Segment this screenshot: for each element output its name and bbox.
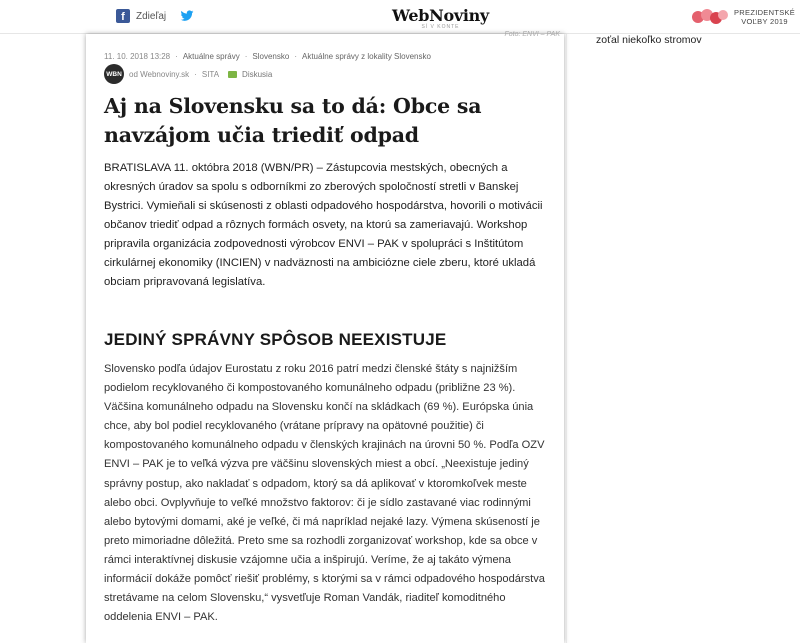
article-title: Aj na Slovensku sa to dá: Obce sa navzájom učia triediť odpad (104, 94, 482, 147)
article-card (86, 31, 564, 643)
top-bar (0, 0, 800, 34)
logo-text: WebNoviny (392, 6, 489, 25)
facebook-icon[interactable]: f (116, 9, 130, 23)
sidebar-teaser[interactable]: zoťal niekoľko stromov (596, 34, 702, 46)
elections-line2: VOĽBY 2019 (741, 17, 788, 26)
category-link[interactable]: Slovensko (252, 52, 290, 61)
discussion-icon[interactable] (228, 71, 237, 78)
elections-badge-icon (690, 8, 730, 26)
share-label[interactable]: Zdieľaj (136, 10, 167, 22)
elections-banner[interactable] (690, 8, 795, 26)
elections-line1: PREZIDENTSKÉ (734, 8, 796, 17)
avatar[interactable]: WBN (104, 64, 124, 84)
discussion-link[interactable]: Diskusia (242, 69, 273, 79)
section-heading: JEDINÝ SPRÁVNY SPÔSOB NEEXISTUJE (104, 330, 447, 349)
article-datetime: 11. 10. 2018 13:28 (104, 52, 171, 61)
sidebar-divider (566, 34, 567, 643)
article-lead: BRATISLAVA 11. októbra 2018 (WBN/PR) – Zástupcovia mestských, obecných a okresných úradov sa spolu s odborníkmi zo zberových spoločností stretli v Banskej Bystrici. Vymieňali si skúsenosti z oblasti odpadového hospodárstva, hovorili o motivácii občanov triediť odpad a rôznych formách osvety, na ktorú sa zameriavajú. Workshop pripravila organizácia zodpovednosti výrobcov ENVI – PAK v spolupráci s Inštitútom cirkulárnej ekonomiky (INCIEN) v nadväznosti na ambiciózne ciele zberu, ktoré ukladá obciam pripravovaná legislatíva. (104, 162, 543, 288)
logo-subtext: SÍ V KONTE (421, 24, 460, 30)
author-row: WBN od Webnoviny.sk · SITA Diskusia (104, 64, 272, 84)
photo-credit: Foto: ENVI – PAK (504, 31, 560, 38)
author-name[interactable]: od Webnoviny.sk (129, 69, 190, 79)
twitter-icon[interactable] (180, 9, 194, 23)
share-bar (116, 9, 194, 23)
article-meta: 11. 10. 2018 13:28 · Aktuálne správy · Slovensko · Aktuálne správy z lokality Slovensko (104, 52, 431, 61)
source-name: SITA (201, 69, 220, 79)
category-link[interactable]: Aktuálne správy (182, 52, 240, 61)
article-body: Slovensko podľa údajov Eurostatu z roku 2016 patrí medzi členské štáty s najnižším podielom recyklovaného či kompostovaného komunálneho odpadu (približne 23 %). Väčšina komunálneho odpadu na Slovensku končí na skládkach (69 %). Európska únia chce, aby bol podiel recyklovaného (vrátane prípravy na opätovné použitie) či kompostovaného komunálneho odpadu v členských krajinách na úrovni 50 %. Podľa OZV ENVI – PAK je to veľká výzva pre väčšinu slovenských miest a obcí. „Neexistuje jediný správny postup, ako nakladať s odpadom, ktorý sa dá aplikovať v ktoromkoľvek meste alebo obci. Ovplyvňuje to veľké množstvo faktorov: či je sídlo zastavané viac rodinnými alebo bytovými domami, aké je veľké, či má napríklad nejaké lazy. Výmena skúseností je preto mimoriadne dôležitá. Preto sme sa rozhodli zorganizovať workshop, kde sa obce v rámci interaktívnej diskusie vzájomne učia a inšpirujú. Veríme, že aj takáto výmena informácií dokáže pomôcť riešiť problémy, s ktorými sa v rámci odpadového hospodárstva stretávame na celom Slovensku,“ vysvetľuje Roman Vandák, riaditeľ komoditného oddelenia ENVI – PAK. (104, 363, 545, 624)
category-link[interactable]: Aktuálne správy z lokality Slovensko (302, 52, 431, 61)
site-logo[interactable] (392, 6, 489, 30)
